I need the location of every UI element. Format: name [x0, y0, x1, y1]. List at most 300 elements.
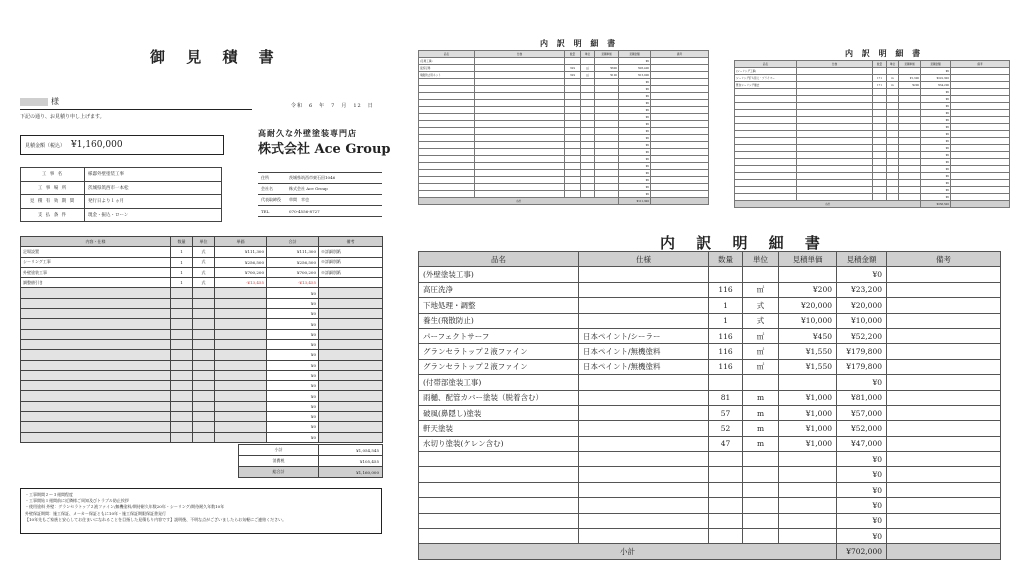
item-qty: 1 — [171, 278, 193, 288]
detail-price: ¥10,000 — [779, 313, 837, 328]
detail-name — [419, 142, 475, 149]
table-row — [21, 319, 383, 329]
detail-name: 既存シーリング撤去 — [735, 82, 797, 89]
totals-value: ¥1,160,000 — [319, 467, 383, 478]
item-name: 足場設置 — [21, 247, 171, 257]
detail-qty — [709, 467, 743, 482]
table-row — [419, 114, 709, 121]
detail-note — [887, 375, 1001, 390]
detail-price — [899, 166, 921, 173]
table-row — [419, 156, 709, 163]
detail-spec: 日本ペイント/シーラー — [579, 328, 709, 343]
detail-note — [887, 313, 1001, 328]
detail-unit — [887, 89, 899, 96]
detail-price — [899, 103, 921, 110]
item-qty — [171, 391, 193, 401]
detail-name — [735, 187, 797, 194]
detail-unit — [887, 138, 899, 145]
table-row — [419, 375, 1001, 390]
detail-name — [419, 121, 475, 128]
detail-note — [887, 452, 1001, 467]
detail-unit — [743, 375, 779, 390]
item-total: ¥0 — [267, 319, 319, 329]
detail-qty — [873, 159, 887, 166]
item-name — [21, 309, 171, 319]
detail-amount: ¥20,000 — [837, 298, 887, 313]
detail-price — [899, 96, 921, 103]
table-row — [21, 247, 383, 257]
detail-amount: ¥0 — [921, 96, 951, 103]
item-total: -¥13,455 — [267, 278, 319, 288]
detail-qty — [873, 152, 887, 159]
table-row — [735, 138, 1010, 145]
detail-note — [651, 58, 709, 65]
detail-name — [419, 114, 475, 121]
table-row — [419, 390, 1001, 405]
item-total: ¥0 — [267, 329, 319, 339]
detail-unit — [581, 170, 595, 177]
detail-spec — [579, 467, 709, 482]
detail-amount: ¥0 — [619, 142, 651, 149]
item-note: ※詳細別紙 — [319, 267, 383, 277]
detail-unit — [887, 124, 899, 131]
detail-price: ¥20,000 — [779, 298, 837, 313]
detail-qty — [873, 89, 887, 96]
item-price — [215, 298, 267, 308]
subtotal-row — [419, 544, 1001, 559]
detail-unit — [581, 107, 595, 114]
detail-amount: ¥0 — [837, 513, 887, 528]
item-total: ¥700,200 — [267, 267, 319, 277]
detail-name: グランセラトップ２液ファイン — [419, 359, 579, 374]
detail-spec — [475, 149, 565, 156]
detail-qty — [565, 149, 581, 156]
detail-name: シーリング打ち替え・プライマー — [735, 75, 797, 82]
table-row — [21, 401, 383, 411]
items-header: 単価 — [215, 237, 267, 247]
detail-name: (足場工事) — [419, 58, 475, 65]
detail-unit — [581, 156, 595, 163]
table-row — [735, 187, 1010, 194]
detail-note — [887, 328, 1001, 343]
item-note — [319, 381, 383, 391]
item-price — [215, 422, 267, 432]
detail-price — [595, 86, 619, 93]
detail-spec — [797, 117, 873, 124]
detail-unit — [581, 79, 595, 86]
detail-amount: ¥0 — [619, 184, 651, 191]
detail-spec — [797, 145, 873, 152]
detail-note — [651, 93, 709, 100]
subtotal-label: 小計 — [419, 544, 837, 559]
project-info-table — [20, 167, 222, 222]
detail-spec — [475, 72, 565, 79]
detail-spec — [797, 159, 873, 166]
detail-amount: ¥0 — [921, 68, 951, 75]
item-qty — [171, 360, 193, 370]
detail-name: 雨樋、配管カバー塗装（脱着含む） — [419, 390, 579, 405]
table-row — [21, 288, 383, 298]
detail-spec — [797, 194, 873, 201]
detail-unit: ㎡ — [581, 72, 595, 79]
detail-note — [651, 149, 709, 156]
detail-unit: ㎡ — [581, 65, 595, 72]
table-row — [21, 381, 383, 391]
company-label: 会社名 — [258, 184, 286, 195]
table-row — [735, 110, 1010, 117]
detail-price: ¥1,000 — [779, 390, 837, 405]
detail-unit — [581, 149, 595, 156]
detail-price — [595, 135, 619, 142]
detail-qty — [565, 135, 581, 142]
detail-note — [887, 267, 1001, 282]
detail-unit — [581, 100, 595, 107]
detail-spec — [579, 529, 709, 544]
item-qty — [171, 298, 193, 308]
detail-header: 単位 — [581, 51, 595, 58]
detail-name — [419, 177, 475, 184]
detail-header: 見積金額 — [921, 61, 951, 68]
detail-spec — [475, 191, 565, 198]
detail-qty — [565, 114, 581, 121]
detail-qty — [565, 142, 581, 149]
detail-amount: ¥0 — [837, 452, 887, 467]
detail-spec — [579, 282, 709, 297]
company-value: 茨城県筑西市東石田1046 — [286, 173, 382, 184]
detail-note — [951, 173, 1010, 180]
item-total: ¥0 — [267, 370, 319, 380]
table-row — [419, 344, 1001, 359]
table-row — [419, 72, 709, 79]
item-qty — [171, 339, 193, 349]
detail-price — [595, 163, 619, 170]
item-note — [319, 319, 383, 329]
detail-amount: ¥0 — [619, 93, 651, 100]
subtotal-value: ¥702,000 — [837, 544, 887, 559]
detail-name: 飛散防止用ネット — [419, 72, 475, 79]
detail-2-title: 内 訳 明 細 書 — [845, 48, 924, 58]
detail-spec — [475, 93, 565, 100]
detail-amount: ¥222,300 — [921, 75, 951, 82]
detail-name — [419, 529, 579, 544]
detail-amount: ¥0 — [921, 145, 951, 152]
company-value: 草間 幸也 — [286, 195, 382, 206]
detail-qty — [873, 187, 887, 194]
item-name — [21, 422, 171, 432]
detail-price — [779, 513, 837, 528]
item-total: ¥0 — [267, 309, 319, 319]
detail-qty — [709, 482, 743, 497]
detail-amount: ¥0 — [619, 177, 651, 184]
detail-qty — [873, 96, 887, 103]
detail-amount: ¥0 — [837, 467, 887, 482]
item-unit: 式 — [193, 267, 215, 277]
detail-header: 単位 — [743, 252, 779, 267]
table-row — [419, 100, 709, 107]
item-unit — [193, 309, 215, 319]
detail-note — [951, 187, 1010, 194]
item-note — [319, 329, 383, 339]
table-row — [735, 131, 1010, 138]
item-total: ¥0 — [267, 298, 319, 308]
estimate-items-table — [20, 236, 383, 443]
item-note — [319, 432, 383, 442]
detail-amount: ¥15,900 — [619, 72, 651, 79]
detail-price — [595, 79, 619, 86]
detail-price: ¥1,000 — [779, 436, 837, 451]
item-total: ¥111,300 — [267, 247, 319, 257]
detail-note — [651, 65, 709, 72]
detail-qty — [565, 93, 581, 100]
detail-amount: ¥0 — [619, 107, 651, 114]
note-line: 外壁保証期間：施工保証、メーカー保証ともに10年・施工保証期限保証書発行 — [25, 510, 167, 516]
detail-note — [887, 436, 1001, 451]
detail-unit — [887, 110, 899, 117]
item-unit — [193, 298, 215, 308]
detail-amount: ¥0 — [921, 152, 951, 159]
item-price — [215, 350, 267, 360]
detail-header: 見積金額 — [619, 51, 651, 58]
table-row — [419, 328, 1001, 343]
detail-qty: 171 — [873, 75, 887, 82]
detail-amount: ¥0 — [921, 159, 951, 166]
table-row — [735, 166, 1010, 173]
detail-amount: ¥23,200 — [837, 282, 887, 297]
detail-amount: ¥0 — [837, 482, 887, 497]
item-note — [319, 278, 383, 288]
detail-price — [595, 58, 619, 65]
detail-spec — [579, 452, 709, 467]
detail-price — [899, 159, 921, 166]
table-row — [419, 79, 709, 86]
item-name: 外壁塗装工事 — [21, 267, 171, 277]
detail-note — [651, 177, 709, 184]
detail-qty — [873, 117, 887, 124]
item-qty: 1 — [171, 247, 193, 257]
detail-qty: 329 — [565, 65, 581, 72]
detail-price: ¥100 — [595, 72, 619, 79]
company-info-table — [258, 172, 382, 217]
detail-spec — [475, 58, 565, 65]
detail-name — [419, 107, 475, 114]
detail-note — [887, 482, 1001, 497]
estimate-totals-table — [238, 444, 383, 478]
detail-name — [419, 482, 579, 497]
detail-price — [779, 267, 837, 282]
detail-unit — [581, 86, 595, 93]
detail-name: 高圧洗浄 — [419, 282, 579, 297]
item-name — [21, 412, 171, 422]
detail-qty — [709, 267, 743, 282]
detail-note — [887, 498, 1001, 513]
subtotal-label: 小計 — [419, 198, 619, 205]
table-row — [21, 360, 383, 370]
detail-unit — [743, 482, 779, 497]
detail-price: ¥1,550 — [779, 359, 837, 374]
table-row — [21, 432, 383, 442]
detail-spec — [579, 482, 709, 497]
table-row — [21, 339, 383, 349]
detail-qty — [565, 177, 581, 184]
item-note: ※詳細別紙 — [319, 257, 383, 267]
detail-amount: ¥179,800 — [837, 359, 887, 374]
detail-unit: 式 — [743, 313, 779, 328]
table-row — [419, 529, 1001, 544]
detail-name — [419, 128, 475, 135]
info-label: 支 払 条 件 — [21, 208, 85, 222]
table-row — [21, 278, 383, 288]
table-row — [419, 177, 709, 184]
info-row — [21, 208, 222, 222]
detail-unit — [581, 93, 595, 100]
detail-name — [419, 135, 475, 142]
table-row — [735, 145, 1010, 152]
detail-note — [651, 135, 709, 142]
detail-name: (外壁塗装工事) — [419, 267, 579, 282]
detail-spec — [475, 142, 565, 149]
item-qty — [171, 288, 193, 298]
table-row — [735, 152, 1010, 159]
item-unit — [193, 432, 215, 442]
totals-label: 消費税 — [239, 456, 319, 467]
detail-amount: ¥0 — [619, 100, 651, 107]
detail-spec — [797, 124, 873, 131]
detail-spec — [475, 163, 565, 170]
item-note — [319, 339, 383, 349]
company-label: TEL — [258, 206, 286, 217]
redacted-customer — [20, 98, 48, 106]
table-row — [735, 103, 1010, 110]
detail-note — [951, 194, 1010, 201]
detail-spec — [579, 421, 709, 436]
detail-qty — [565, 163, 581, 170]
detail-spec — [797, 110, 873, 117]
detail-unit — [887, 131, 899, 138]
table-row — [419, 282, 1001, 297]
detail-note — [651, 79, 709, 86]
detail-name — [419, 93, 475, 100]
detail-price — [595, 128, 619, 135]
detail-note — [651, 184, 709, 191]
table-row — [419, 191, 709, 198]
detail-amount: ¥0 — [921, 103, 951, 110]
detail-unit — [887, 173, 899, 180]
detail-price — [779, 375, 837, 390]
item-unit — [193, 329, 215, 339]
detail-name: 下地処理・調整 — [419, 298, 579, 313]
item-unit — [193, 370, 215, 380]
detail-name — [419, 86, 475, 93]
detail-amount: ¥0 — [619, 149, 651, 156]
table-row — [735, 82, 1010, 89]
items-header: 合計 — [267, 237, 319, 247]
detail-price — [899, 110, 921, 117]
detail-spec — [579, 436, 709, 451]
table-row — [735, 124, 1010, 131]
detail-price — [779, 482, 837, 497]
item-note — [319, 370, 383, 380]
detail-price: ¥1,000 — [779, 405, 837, 420]
detail-amount: ¥34,200 — [921, 82, 951, 89]
detail-amount: ¥0 — [619, 128, 651, 135]
detail-spec — [475, 79, 565, 86]
detail-price: ¥450 — [779, 328, 837, 343]
detail-name — [419, 163, 475, 170]
detail-price — [595, 149, 619, 156]
info-row — [21, 195, 222, 209]
detail-qty — [873, 166, 887, 173]
detail-name — [419, 191, 475, 198]
item-qty — [171, 381, 193, 391]
item-price — [215, 370, 267, 380]
company-value: 070-4556-8727 — [286, 206, 382, 217]
detail-price — [899, 187, 921, 194]
detail-qty: 47 — [709, 436, 743, 451]
detail-qty — [565, 170, 581, 177]
detail-unit: m — [743, 421, 779, 436]
detail-spec — [797, 173, 873, 180]
item-price: ¥256,500 — [215, 257, 267, 267]
detail-note — [887, 298, 1001, 313]
detail-qty: 52 — [709, 421, 743, 436]
item-unit — [193, 339, 215, 349]
table-row — [419, 513, 1001, 528]
detail-note — [951, 89, 1010, 96]
detail-header: 数量 — [565, 51, 581, 58]
detail-spec — [475, 121, 565, 128]
amount-label: 見積金額（税込） — [25, 142, 66, 149]
detail-name: (付帯部塗装工事) — [419, 375, 579, 390]
item-total: ¥0 — [267, 288, 319, 298]
info-row — [21, 181, 222, 195]
detail-amount: ¥0 — [921, 187, 951, 194]
detail-qty — [873, 110, 887, 117]
company-row — [258, 184, 382, 195]
detail-price — [595, 177, 619, 184]
detail-qty — [565, 128, 581, 135]
detail-name — [735, 180, 797, 187]
table-row — [735, 194, 1010, 201]
item-name — [21, 381, 171, 391]
totals-label: 総合計 — [239, 467, 319, 478]
item-unit — [193, 391, 215, 401]
table-row — [419, 163, 709, 170]
detail-3-title: 内 訳 明 細 書 — [660, 234, 828, 252]
detail-header: 見積単価 — [595, 51, 619, 58]
item-total: ¥0 — [267, 432, 319, 442]
detail-unit: m — [743, 390, 779, 405]
detail-header: 仕様 — [579, 252, 709, 267]
detail-unit — [887, 96, 899, 103]
table-row — [419, 128, 709, 135]
detail-price — [595, 121, 619, 128]
table-row — [21, 422, 383, 432]
detail-unit — [581, 135, 595, 142]
detail-price — [595, 156, 619, 163]
detail-header: 見積単価 — [899, 61, 921, 68]
totals-value: ¥1,054,545 — [319, 445, 383, 456]
detail-price — [899, 124, 921, 131]
detail-price — [899, 68, 921, 75]
subtotal-note — [887, 544, 1001, 559]
detail-note — [951, 131, 1010, 138]
table-row — [21, 391, 383, 401]
detail-note — [651, 163, 709, 170]
company-label: 住所 — [258, 173, 286, 184]
item-name — [21, 339, 171, 349]
detail-amount: ¥0 — [921, 180, 951, 187]
detail-spec — [797, 68, 873, 75]
